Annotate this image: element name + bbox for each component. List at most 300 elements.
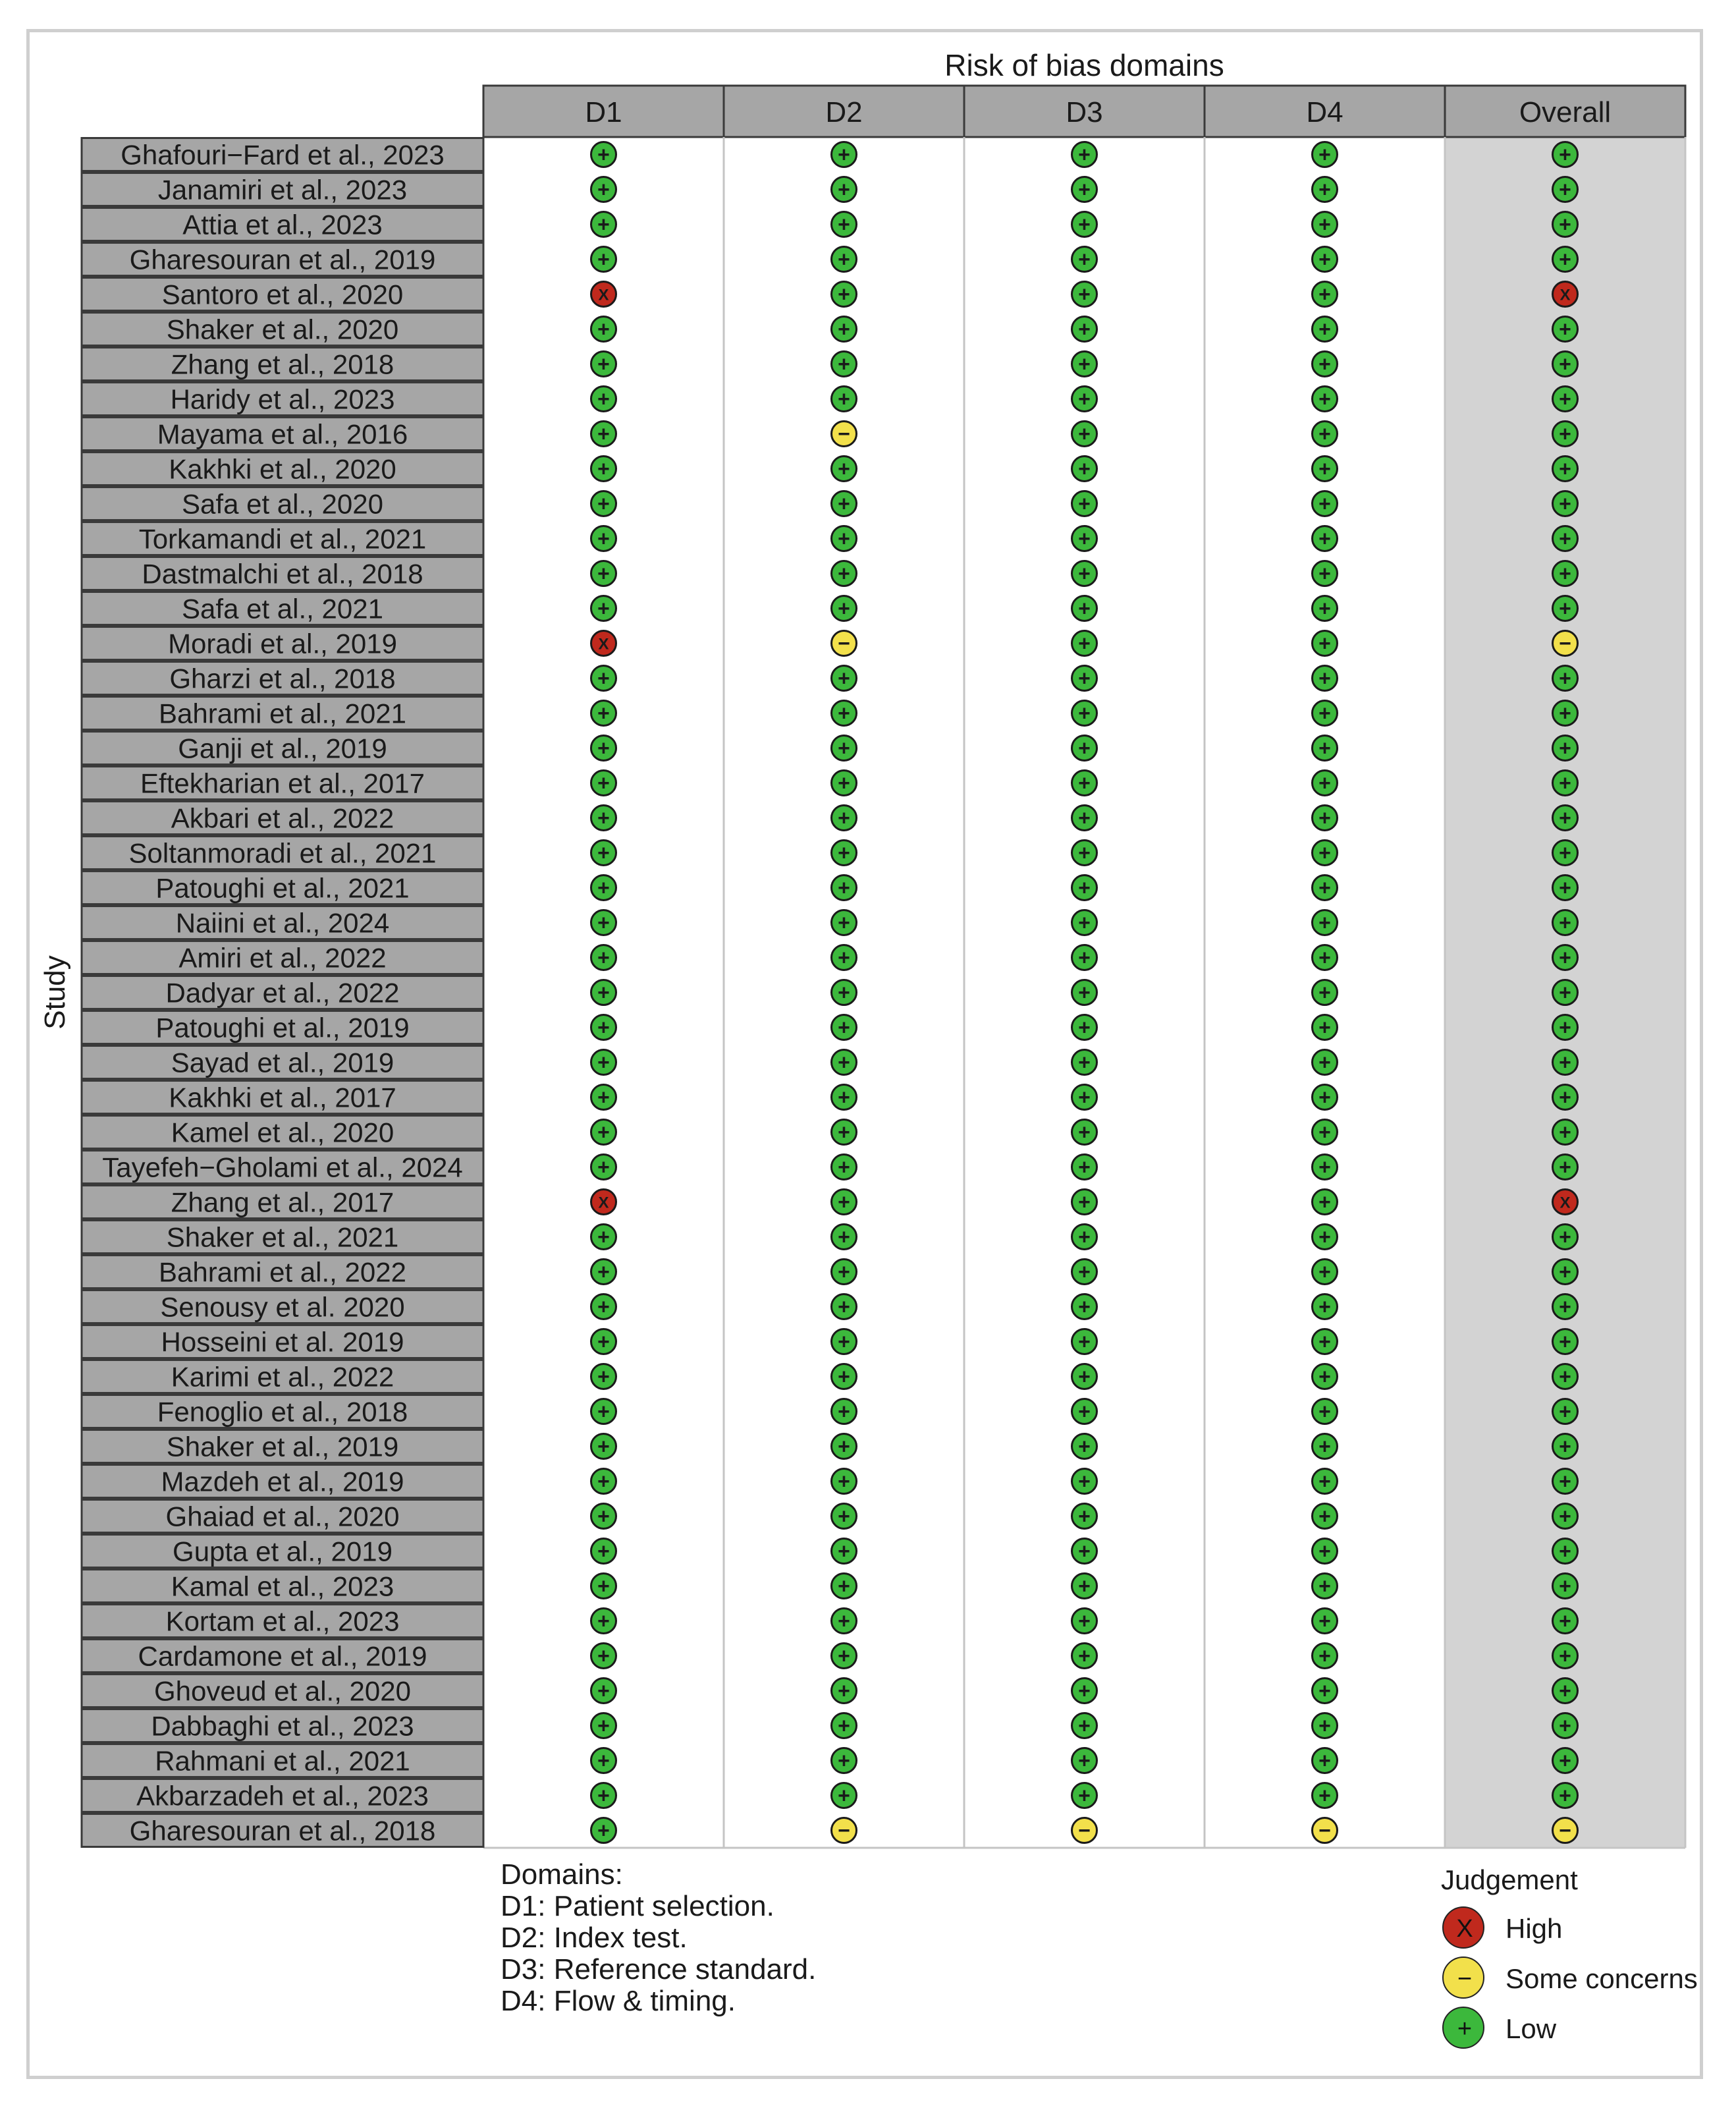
judgement-symbol-low: + xyxy=(838,701,850,725)
judgement-symbol-some-concerns: − xyxy=(1318,1818,1331,1843)
judgement-symbol-some-concerns: − xyxy=(838,1818,850,1843)
study-label: Ganji et al., 2019 xyxy=(178,733,387,764)
judgement-symbol-low: + xyxy=(1078,142,1091,167)
judgement-symbol-low: + xyxy=(838,1399,850,1424)
judgement-symbol-high: X xyxy=(598,635,609,653)
judgement-symbol-low: + xyxy=(597,841,610,865)
domains-legend-d2: D2: Index test. xyxy=(501,1922,688,1954)
study-label: Sayad et al., 2019 xyxy=(171,1047,394,1078)
domains-legend-d3: D3: Reference standard. xyxy=(501,1953,817,1985)
judgement-symbol-low: + xyxy=(1559,1364,1571,1389)
column-header-overall: Overall xyxy=(1519,96,1612,128)
judgement-symbol-low: + xyxy=(1559,841,1571,865)
y-axis-label: Study xyxy=(39,955,71,1030)
study-label: Moradi et al., 2019 xyxy=(168,628,397,659)
study-label: Haridy et al., 2023 xyxy=(170,383,395,415)
study-label: Senousy et al. 2020 xyxy=(160,1291,405,1323)
judgement-symbol-high: X xyxy=(598,286,609,304)
judgement-symbol-low: + xyxy=(1078,980,1091,1005)
study-label: Eftekharian et al., 2017 xyxy=(140,767,425,799)
judgement-symbol-low: + xyxy=(838,841,850,865)
judgement-symbol-low: + xyxy=(597,317,610,341)
judgement-symbol-low: + xyxy=(1318,875,1331,900)
study-label: Dadyar et al., 2022 xyxy=(165,977,400,1009)
judgement-symbol-some-concerns: − xyxy=(838,631,850,655)
judgement-symbol-low: + xyxy=(1318,1574,1331,1598)
judgement-symbol-low: + xyxy=(597,910,610,935)
judgement-symbol-low: + xyxy=(1318,631,1331,655)
judgement-symbol-low: + xyxy=(597,1120,610,1144)
judgement-symbol-low: + xyxy=(1078,1225,1091,1249)
judgement-symbol-low: + xyxy=(1318,1783,1331,1808)
judgement-symbol-low: + xyxy=(1078,282,1091,306)
judgement-symbol-low: + xyxy=(1078,1190,1091,1214)
judgement-symbol-low: + xyxy=(1559,387,1571,411)
judgement-symbol-low: + xyxy=(838,247,850,271)
judgement-symbol-low: + xyxy=(838,945,850,970)
study-label: Patoughi et al., 2021 xyxy=(155,872,410,904)
judgement-symbol-low: + xyxy=(1318,457,1331,481)
judgement-symbol-low: + xyxy=(1078,177,1091,202)
study-label: Akbarzadeh et al., 2023 xyxy=(136,1780,429,1812)
judgement-symbol-low: + xyxy=(1318,1190,1331,1214)
judgement-symbol-low: + xyxy=(1559,526,1571,551)
judgement-symbol-low: + xyxy=(597,771,610,795)
judgement-symbol-low: + xyxy=(1559,1748,1571,1773)
judgement-symbol-low: + xyxy=(1318,142,1331,167)
judgement-symbol-low: + xyxy=(1559,806,1571,830)
judgement-symbol-low: + xyxy=(1559,736,1571,760)
judgement-symbol-low: + xyxy=(1559,142,1571,167)
judgement-symbol-low: + xyxy=(838,806,850,830)
judgement-symbol-low: + xyxy=(597,491,610,516)
judgement-symbol-low: + xyxy=(1559,1469,1571,1493)
judgement-symbol-low: + xyxy=(838,1225,850,1249)
judgement-symbol-low: + xyxy=(838,980,850,1005)
judgement-symbol-low: + xyxy=(838,1120,850,1144)
judgement-symbol-low: + xyxy=(597,701,610,725)
judgement-symbol-low: + xyxy=(1559,1679,1571,1703)
judgement-symbol-low: + xyxy=(1318,736,1331,760)
judgement-symbol-low: + xyxy=(1559,875,1571,900)
judgement-symbol-low: + xyxy=(597,1679,610,1703)
judgement-symbol-low: + xyxy=(838,1434,850,1458)
judgement-symbol-low: + xyxy=(1318,247,1331,271)
judgement-symbol-low: + xyxy=(1559,1609,1571,1633)
judgement-symbol-low: + xyxy=(1318,526,1331,551)
judgement-symbol-low: + xyxy=(1078,491,1091,516)
judgement-symbol-low: + xyxy=(838,1574,850,1598)
judgement-symbol-low: + xyxy=(597,1609,610,1633)
judgement-symbol-low: + xyxy=(1078,875,1091,900)
judgement-symbol-low: + xyxy=(1078,1713,1091,1738)
judgement-symbol-low: + xyxy=(838,1329,850,1354)
judgement-symbol-low: + xyxy=(597,1644,610,1668)
judgement-symbol-low: + xyxy=(1559,980,1571,1005)
judgement-symbol-low: + xyxy=(597,422,610,446)
judgement-symbol-high: X xyxy=(598,1194,609,1212)
judgement-symbol-high: X xyxy=(1560,1194,1571,1212)
study-label: Kamel et al., 2020 xyxy=(171,1117,394,1148)
judgement-symbol-low: + xyxy=(1318,1399,1331,1424)
judgement-symbol-low: + xyxy=(1318,422,1331,446)
judgement-symbol-low: + xyxy=(1078,841,1091,865)
judgement-symbol-low: + xyxy=(838,457,850,481)
study-label: Santoro et al., 2020 xyxy=(161,279,404,310)
judgement-symbol-low: + xyxy=(1559,1329,1571,1354)
judgement-symbol-low: + xyxy=(838,1504,850,1528)
study-label: Mazdeh et al., 2019 xyxy=(161,1466,404,1497)
judgement-symbol-low: + xyxy=(1318,1713,1331,1738)
judgement-symbol-low: + xyxy=(597,142,610,167)
judgement-symbol-low: + xyxy=(1078,1434,1091,1458)
judgement-symbol-low: + xyxy=(1318,841,1331,865)
judgement-symbol-low: + xyxy=(597,457,610,481)
judgement-symbol-low: + xyxy=(1559,945,1571,970)
judgement-symbol-low: + xyxy=(838,352,850,376)
judgement-symbol-low: + xyxy=(838,1713,850,1738)
chart-header-title: Risk of bias domains xyxy=(944,48,1224,82)
judgement-symbol-low: + xyxy=(1559,771,1571,795)
judgement-symbol-low: + xyxy=(597,1050,610,1074)
judgement-symbol-low: + xyxy=(1078,1085,1091,1109)
judgement-symbol-low: + xyxy=(1318,945,1331,970)
study-label: Gharesouran et al., 2018 xyxy=(129,1815,436,1846)
judgement-symbol-low: + xyxy=(1559,422,1571,446)
judgement-symbol-low: + xyxy=(1318,1644,1331,1668)
judgement-symbol-low: + xyxy=(1559,491,1571,516)
judgement-symbol-low: + xyxy=(1318,282,1331,306)
judgement-symbol-low: + xyxy=(838,1748,850,1773)
judgement-symbol-low: + xyxy=(597,1015,610,1040)
judgement-symbol-low: + xyxy=(1078,1050,1091,1074)
judgement-symbol-low: + xyxy=(1318,1260,1331,1284)
study-label: Fenoglio et al., 2018 xyxy=(157,1396,408,1428)
judgement-symbol-low: + xyxy=(1078,701,1091,725)
judgement-symbol-low: + xyxy=(1559,666,1571,690)
judgement-symbol-low: + xyxy=(1559,212,1571,236)
judgement-symbol-low: + xyxy=(1318,910,1331,935)
judgement-symbol-low: + xyxy=(838,596,850,621)
judgement-symbol-low: + xyxy=(597,1504,610,1528)
judgement-symbol-low: + xyxy=(597,1155,610,1179)
judgement-symbol-low: + xyxy=(838,387,850,411)
judgement-symbol-low: + xyxy=(597,806,610,830)
judgement-symbol-low: + xyxy=(1318,561,1331,586)
judgement-symbol-low: + xyxy=(838,1015,850,1040)
judgement-symbol-low: + xyxy=(1559,701,1571,725)
judgement-symbol-low: + xyxy=(1559,596,1571,621)
domains-legend-title: Domains: xyxy=(501,1858,623,1891)
judgement-symbol-low: + xyxy=(597,980,610,1005)
judgement-symbol-low: + xyxy=(597,1748,610,1773)
judgement-symbol-low: + xyxy=(597,1364,610,1389)
judgement-symbol-low: + xyxy=(1078,806,1091,830)
study-label: Mayama et al., 2016 xyxy=(157,418,408,450)
study-label: Attia et al., 2023 xyxy=(182,209,383,240)
judgement-symbol-low: + xyxy=(1078,1609,1091,1633)
judgement-symbol-low: + xyxy=(1559,1504,1571,1528)
judgement-symbol-low: + xyxy=(1318,1469,1331,1493)
judgement-symbol-low: + xyxy=(597,1294,610,1319)
judgement-symbol-low: + xyxy=(838,282,850,306)
judgement-symbol-low: + xyxy=(838,177,850,202)
judgement-symbol-low: + xyxy=(1318,666,1331,690)
judgement-symbol-some-concerns: − xyxy=(1078,1818,1091,1843)
study-label: Bahrami et al., 2022 xyxy=(159,1256,406,1288)
study-label: Kortam et al., 2023 xyxy=(165,1605,400,1637)
judgement-symbol-low: + xyxy=(597,1818,610,1843)
study-label: Kamal et al., 2023 xyxy=(171,1570,394,1602)
judgement-symbol-low: + xyxy=(597,1085,610,1109)
judgement-symbol-low: + xyxy=(597,352,610,376)
study-label: Cardamone et al., 2019 xyxy=(138,1640,427,1672)
judgement-symbol-low: + xyxy=(1559,177,1571,202)
judgement-symbol-low: + xyxy=(838,1539,850,1563)
judgement-symbol-low: + xyxy=(838,561,850,586)
judgement-symbol-some-concerns: − xyxy=(1559,631,1571,655)
judgement-symbol-low: + xyxy=(1078,457,1091,481)
judgement-symbol-low: + xyxy=(1559,1015,1571,1040)
judgement-symbol-low: + xyxy=(1078,1155,1091,1179)
judgement-symbol-low: + xyxy=(597,1713,610,1738)
judgement-symbol-low: + xyxy=(597,212,610,236)
judgement-symbol-low: + xyxy=(838,771,850,795)
judgement-symbol-low: + xyxy=(597,1399,610,1424)
judgement-symbol-low: + xyxy=(838,1644,850,1668)
judgement-symbol-low: + xyxy=(1078,317,1091,341)
study-label: Shaker et al., 2021 xyxy=(166,1221,399,1253)
study-label: Patoughi et al., 2019 xyxy=(155,1012,410,1043)
study-label: Ghaiad et al., 2020 xyxy=(165,1501,400,1532)
judgement-symbol-low: + xyxy=(838,1260,850,1284)
judgement-symbol-low: + xyxy=(1559,1085,1571,1109)
judgement-symbol-low: + xyxy=(1078,352,1091,376)
judgement-symbol-low: + xyxy=(1318,1748,1331,1773)
study-label: Safa et al., 2020 xyxy=(182,488,383,520)
judgement-symbol-low: + xyxy=(1559,1434,1571,1458)
judgement-symbol-low: + xyxy=(1318,212,1331,236)
judgement-symbol-low: + xyxy=(1318,596,1331,621)
judgement-symbol-low: + xyxy=(1078,1364,1091,1389)
judgement-symbol-low: + xyxy=(838,317,850,341)
judgement-symbol-low: + xyxy=(597,1783,610,1808)
judgement-symbol-low: + xyxy=(1559,1783,1571,1808)
judgement-symbol-low: + xyxy=(1318,771,1331,795)
judgement-symbol-low: + xyxy=(1559,1399,1571,1424)
judgement-symbol-low: + xyxy=(1318,1225,1331,1249)
study-label: Naiini et al., 2024 xyxy=(175,907,390,939)
judgement-symbol-low: + xyxy=(1559,1574,1571,1598)
judgement-symbol-low: + xyxy=(1318,317,1331,341)
study-label: Kakhki et al., 2017 xyxy=(169,1082,396,1113)
study-label: Soltanmoradi et al., 2021 xyxy=(128,837,437,869)
judgement-symbol-low: + xyxy=(597,387,610,411)
study-label: Akbari et al., 2022 xyxy=(171,802,394,834)
judgement-symbol-low: + xyxy=(1078,212,1091,236)
study-label: Dastmalchi et al., 2018 xyxy=(142,558,423,590)
judgement-symbol-low: + xyxy=(1559,1155,1571,1179)
judgement-symbol-low: + xyxy=(1078,561,1091,586)
judgement-symbol-low: + xyxy=(1078,771,1091,795)
domains-legend-d4: D4: Flow & timing. xyxy=(501,1985,736,2017)
judgement-symbol-low: + xyxy=(1318,1679,1331,1703)
column-header-d1: D1 xyxy=(585,96,622,128)
judgement-symbol-low: + xyxy=(1078,1294,1091,1319)
judgement-symbol-low: + xyxy=(838,1155,850,1179)
judgement-symbol-low: + xyxy=(1078,596,1091,621)
judgement-symbol-low: + xyxy=(597,875,610,900)
judgement-symbol-low: + xyxy=(1559,352,1571,376)
judgement-symbol-low: + xyxy=(838,736,850,760)
judgement-symbol-low: + xyxy=(1318,1294,1331,1319)
judgement-symbol-low: + xyxy=(1078,422,1091,446)
study-label: Gupta et al., 2019 xyxy=(173,1536,393,1567)
judgement-symbol-low: + xyxy=(1559,1225,1571,1249)
legend-low xyxy=(1442,2007,1719,2049)
column-header-d4: D4 xyxy=(1306,96,1343,128)
domains-legend-d1: D1: Patient selection. xyxy=(501,1890,774,1922)
legend-high-label: High xyxy=(1505,1913,1563,1944)
judgement-symbol-low: + xyxy=(597,596,610,621)
judgement-symbol-low: + xyxy=(838,1050,850,1074)
study-label: Torkamandi et al., 2021 xyxy=(138,523,427,555)
judgement-symbol-low: + xyxy=(597,1469,610,1493)
judgement-symbol-low: + xyxy=(1318,980,1331,1005)
judgement-symbol-low: + xyxy=(1078,526,1091,551)
judgement-symbol-low: + xyxy=(1318,177,1331,202)
judgement-symbol-low: + xyxy=(597,736,610,760)
judgement-symbol-low: + xyxy=(838,526,850,551)
study-label: Zhang et al., 2018 xyxy=(171,348,394,380)
legend-some-concerns xyxy=(1442,1957,1719,1999)
judgement-symbol-low: + xyxy=(1078,1748,1091,1773)
judgement-symbol-low: + xyxy=(838,875,850,900)
judgement-symbol-low: + xyxy=(597,1225,610,1249)
judgement-symbol-low: + xyxy=(1318,1329,1331,1354)
judgement-symbol-low: + xyxy=(1318,1364,1331,1389)
judgement-symbol-low: + xyxy=(1559,1713,1571,1738)
judgement-symbol-low: + xyxy=(838,1609,850,1633)
study-label: Dabbaghi et al., 2023 xyxy=(151,1710,414,1742)
judgement-symbol-low: + xyxy=(1559,1294,1571,1319)
judgement-symbol-low: + xyxy=(1078,1574,1091,1598)
domains-legend xyxy=(501,1859,816,2017)
judgement-symbol-low: + xyxy=(1318,1434,1331,1458)
judgement-symbol-low: + xyxy=(597,1574,610,1598)
judgement-symbol-low: + xyxy=(838,212,850,236)
judgement-symbol-low: + xyxy=(1559,457,1571,481)
study-label: Shaker et al., 2020 xyxy=(166,314,399,345)
study-label: Zhang et al., 2017 xyxy=(171,1186,394,1218)
judgement-symbol-low: + xyxy=(1078,1329,1091,1354)
judgement-symbol-low: + xyxy=(597,1329,610,1354)
judgement-symbol-low: + xyxy=(597,1539,610,1563)
judgement-symbol-low: + xyxy=(1318,1504,1331,1528)
judgement-symbol-low: + xyxy=(838,1364,850,1389)
judgement-symbol-low: + xyxy=(838,142,850,167)
judgement-symbol-low: + xyxy=(1078,1504,1091,1528)
study-label: Kakhki et al., 2020 xyxy=(169,453,396,485)
judgement-symbol-low: + xyxy=(1559,1260,1571,1284)
judgement-symbol-low: + xyxy=(1559,910,1571,935)
study-label: Shaker et al., 2019 xyxy=(166,1431,399,1462)
judgement-symbol-low: + xyxy=(1078,1260,1091,1284)
judgement-symbol-low: + xyxy=(1318,1085,1331,1109)
judgement-symbol-low: + xyxy=(597,1260,610,1284)
judgement-symbol-low: + xyxy=(1078,1644,1091,1668)
judgement-symbol-low: + xyxy=(1318,352,1331,376)
judgement-symbol-low: + xyxy=(1078,1469,1091,1493)
judgement-symbol-high: X xyxy=(1560,286,1571,304)
low-risk-icon: + xyxy=(1442,2007,1484,2049)
judgement-symbol-low: + xyxy=(1078,1120,1091,1144)
judgement-legend-title: Judgement xyxy=(1441,1864,1578,1895)
judgement-symbol-low: + xyxy=(1078,631,1091,655)
judgement-symbol-low: + xyxy=(838,1085,850,1109)
judgement-symbol-low: + xyxy=(1559,1120,1571,1144)
judgement-symbol-low: + xyxy=(838,1679,850,1703)
judgement-symbol-low: + xyxy=(838,1294,850,1319)
judgement-symbol-low: + xyxy=(1078,945,1091,970)
study-label: Gharesouran et al., 2019 xyxy=(129,244,436,275)
judgement-symbol-low: + xyxy=(1078,666,1091,690)
judgement-symbol-low: + xyxy=(838,1190,850,1214)
judgement-symbol-low: + xyxy=(1318,1609,1331,1633)
high-risk-icon: X xyxy=(1442,1906,1484,1949)
judgement-symbol-low: + xyxy=(838,491,850,516)
judgement-symbol-low: + xyxy=(597,666,610,690)
judgement-symbol-low: + xyxy=(597,1434,610,1458)
judgement-symbol-low: + xyxy=(1078,910,1091,935)
legend-low-label: Low xyxy=(1505,2013,1557,2044)
judgement-symbol-some-concerns: − xyxy=(1559,1818,1571,1843)
judgement-symbol-low: + xyxy=(1078,1783,1091,1808)
legend-some-concerns-label: Some concerns xyxy=(1505,1963,1698,1994)
judgement-symbol-low: + xyxy=(1078,247,1091,271)
judgement-symbol-low: + xyxy=(1318,387,1331,411)
judgement-symbol-low: + xyxy=(1078,736,1091,760)
study-label: Bahrami et al., 2021 xyxy=(159,698,406,729)
study-label: Ghafouri−Fard et al., 2023 xyxy=(121,139,445,171)
study-label: Amiri et al., 2022 xyxy=(178,942,387,974)
study-label: Hosseini et al. 2019 xyxy=(161,1326,404,1358)
judgement-symbol-some-concerns: − xyxy=(838,422,850,446)
study-label: Ghoveud et al., 2020 xyxy=(154,1675,411,1707)
judgement-symbol-low: + xyxy=(597,177,610,202)
legend-high xyxy=(1442,1906,1719,1949)
judgement-symbol-low: + xyxy=(1559,1050,1571,1074)
judgement-symbol-low: + xyxy=(597,526,610,551)
judgement-symbol-low: + xyxy=(1318,701,1331,725)
judgement-symbol-low: + xyxy=(1318,1539,1331,1563)
judgement-symbol-low: + xyxy=(597,561,610,586)
judgement-symbol-low: + xyxy=(1318,1050,1331,1074)
some-concerns-icon: − xyxy=(1442,1957,1484,1999)
study-label: Karimi et al., 2022 xyxy=(171,1361,394,1393)
judgement-symbol-low: + xyxy=(1559,247,1571,271)
judgement-symbol-low: + xyxy=(1318,1120,1331,1144)
judgement-symbol-low: + xyxy=(838,910,850,935)
judgement-symbol-low: + xyxy=(1078,1539,1091,1563)
study-label: Safa et al., 2021 xyxy=(182,593,383,625)
study-label: Janamiri et al., 2023 xyxy=(157,174,408,206)
study-label: Gharzi et al., 2018 xyxy=(169,663,396,694)
judgement-symbol-low: + xyxy=(838,666,850,690)
study-label: Rahmani et al., 2021 xyxy=(155,1745,410,1777)
study-label: Tayefeh−Gholami et al., 2024 xyxy=(102,1152,463,1183)
judgement-symbol-low: + xyxy=(1078,1679,1091,1703)
